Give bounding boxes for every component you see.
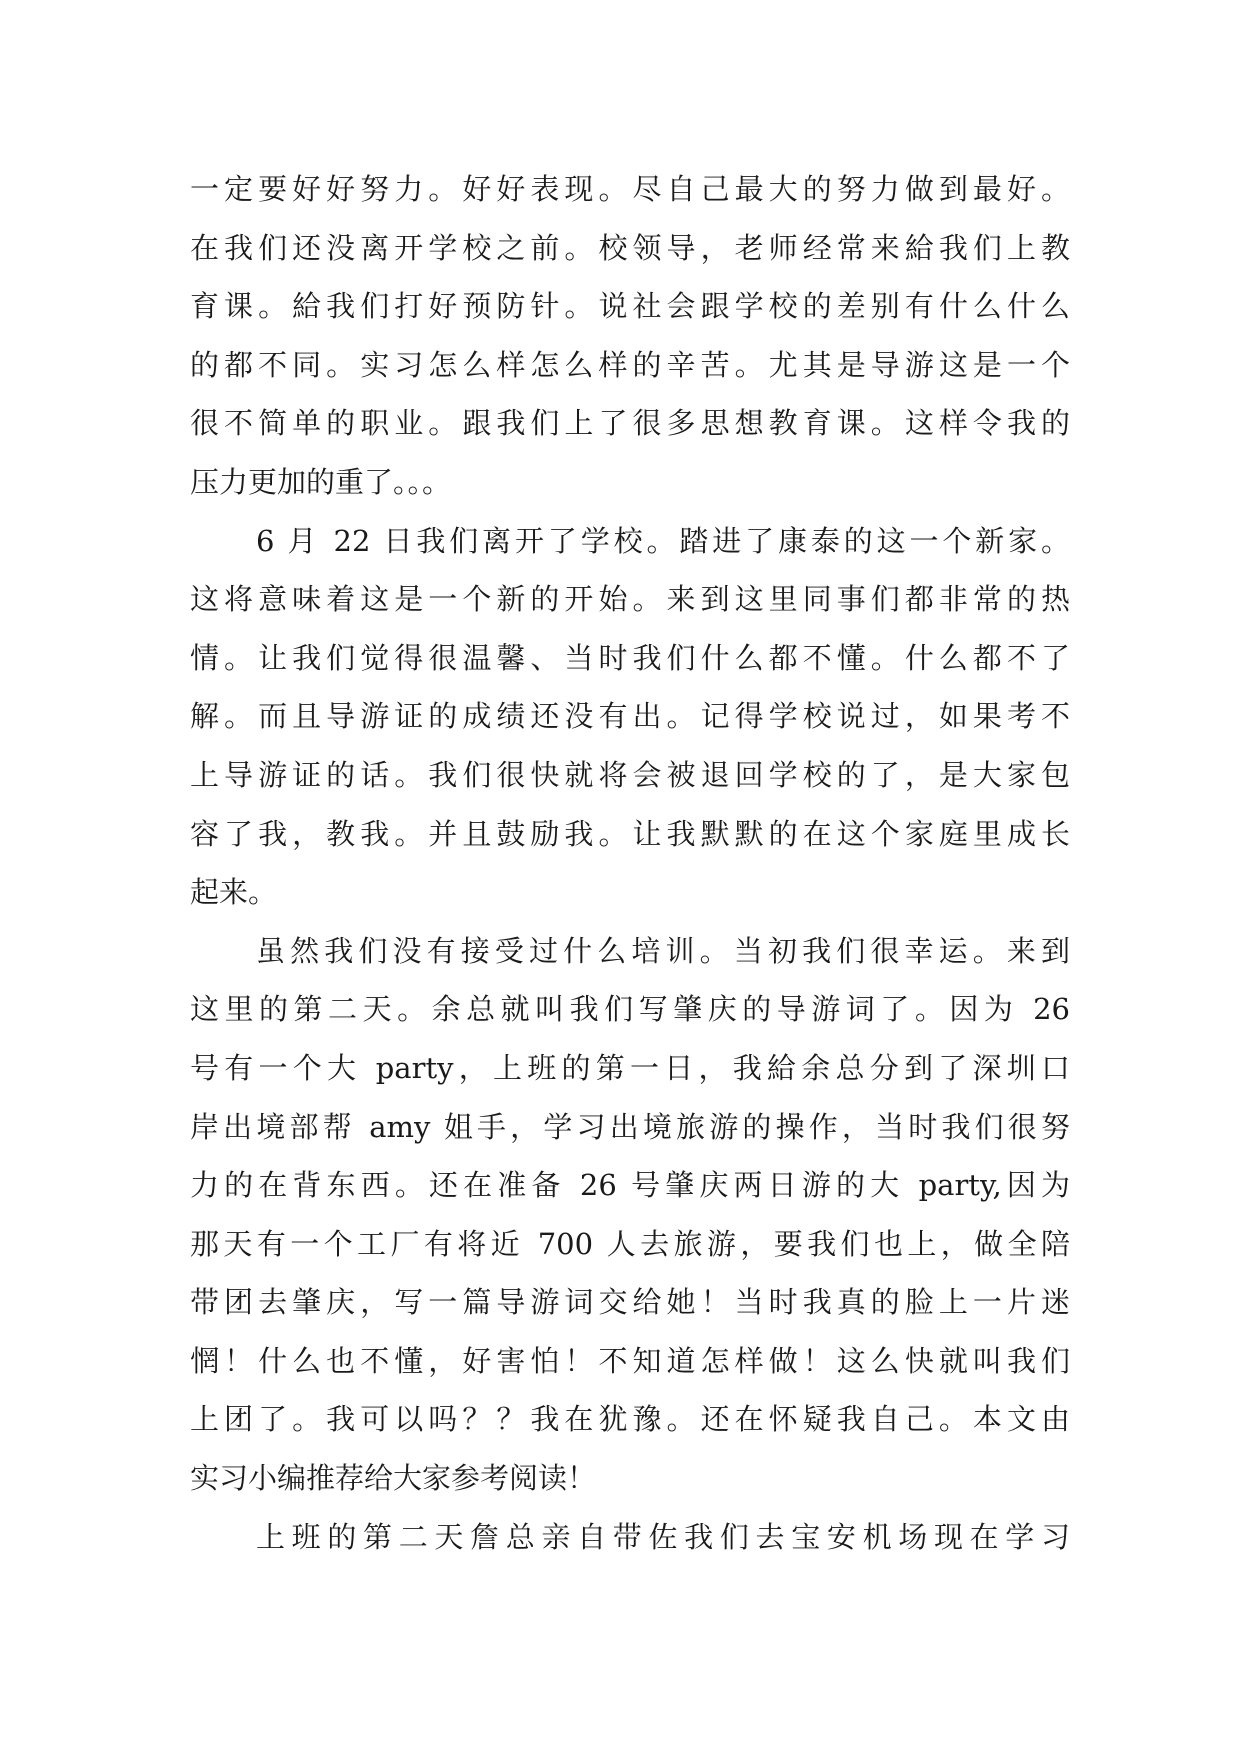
paragraph-1-line-1: 一定要好好努力。好好表现。尽自己最大的努力做到最好。: [190, 172, 1070, 206]
paragraph-3-line-8: 惘！什么也不懂，好害怕！不知道怎样做！这么快就叫我们: [190, 1343, 1070, 1378]
paragraph-2-line-4: 解。而且导游证的成绩还没有出。记得学校说过，如果考不: [190, 699, 1070, 734]
paragraph-2-line-1: 6 月 22 日我们离开了学校。踏进了康泰的这一个新家。: [256, 523, 1070, 558]
paragraph-4-line-1: 上班的第二天詹总亲自带佐我们去宝安机场现在学习: [256, 1519, 1070, 1554]
paragraph-2-line-3: 情。让我们觉得很温馨、当时我们什么都不懂。什么都不了: [190, 640, 1070, 675]
paragraph-3-line-5: 力的在背东西。还在准备 26 号肇庆两日游的大 party,因为: [190, 1168, 1070, 1203]
paragraph-3-line-6: 那天有一个工厂有将近 700 人去旅游，要我们也上，做全陪: [190, 1226, 1070, 1261]
paragraph-3-line-7: 带团去肇庆，写一篇导游词交给她！当时我真的脸上一片迷: [190, 1285, 1070, 1320]
paragraph-1-line-3: 育课。給我们打好预防针。说社会跟学校的差别有什么什么: [190, 289, 1070, 324]
paragraph-3-line-10: 实习小编推荐给大家参考阅读！: [190, 1461, 597, 1496]
paragraph-1-line-4: 的都不同。实习怎么样怎么样的辛苦。尤其是导游这是一个: [190, 347, 1070, 382]
paragraph-3-line-4: 岸出境部帮 amy 姐手，学习出境旅游的操作，当时我们很努: [190, 1109, 1070, 1144]
paragraph-2-line-6: 容了我，教我。并且鼓励我。让我默默的在这个家庭里成长: [190, 816, 1070, 851]
paragraph-1-line-6: 压力更加的重了。。。: [190, 464, 452, 499]
paragraph-3-line-9: 上团了。我可以吗？？我在犹豫。还在怀疑我自己。本文由: [190, 1402, 1070, 1437]
paragraph-3-line-3: 号有一个大 party，上班的第一日，我給余总分到了深圳口: [190, 1050, 1070, 1085]
paragraph-2-line-5: 上导游证的话。我们很快就将会被退回学校的了，是大家包: [190, 757, 1070, 792]
paragraph-1-line-5: 很不简单的职业。跟我们上了很多思想教育课。这样令我的: [190, 406, 1070, 441]
paragraph-3-line-2: 这里的第二天。余总就叫我们写肇庆的导游词了。因为 26: [190, 992, 1070, 1027]
paragraph-1-line-2: 在我们还没离开学校之前。校领导，老师经常来給我们上教: [190, 230, 1070, 265]
paragraph-2-line-7: 起来。: [190, 875, 278, 910]
paragraph-3-line-1: 虽然我们没有接受过什么培训。当初我们很幸运。来到: [256, 933, 1070, 968]
paragraph-2-line-2: 这将意味着这是一个新的开始。来到这里同事们都非常的热: [190, 582, 1070, 617]
document-body: [190, 160, 1070, 1566]
